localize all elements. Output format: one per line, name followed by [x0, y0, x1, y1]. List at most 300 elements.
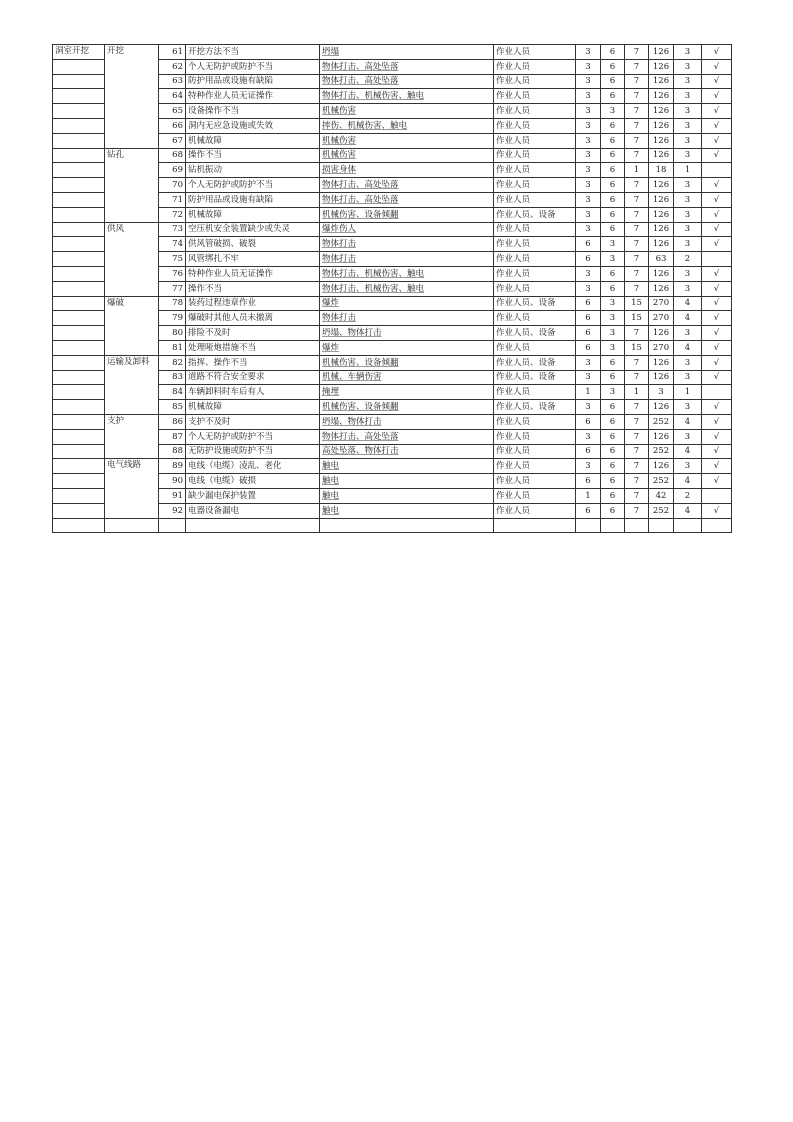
major-hazard-check-cell: √	[702, 281, 732, 296]
d-value-cell: 126	[649, 222, 674, 237]
serial-number-cell: 71	[159, 192, 186, 207]
l-value-cell: 3	[576, 163, 601, 178]
risk-level-cell: 4	[674, 474, 702, 489]
c-value-cell: 7	[625, 488, 649, 503]
c-value-cell: 7	[625, 503, 649, 518]
l-value-cell: 3	[576, 89, 601, 104]
table-row	[53, 222, 732, 237]
risk-level-cell: 3	[674, 178, 702, 193]
c-value-cell: 7	[625, 252, 649, 267]
c-value-cell: 7	[625, 104, 649, 119]
hazard-table	[52, 44, 732, 533]
e-value-cell: 6	[601, 207, 625, 222]
empty-cell	[159, 518, 186, 533]
serial-number-cell: 62	[159, 59, 186, 74]
risk-level-cell: 3	[674, 104, 702, 119]
empty-cell	[576, 518, 601, 533]
hazard-cell: 机械故障	[186, 207, 320, 222]
e-value-cell: 6	[601, 503, 625, 518]
d-value-cell: 270	[649, 296, 674, 311]
e-value-cell: 6	[601, 400, 625, 415]
e-value-cell: 6	[601, 488, 625, 503]
accident-cell: 机械伤害、设备倾翻	[320, 355, 494, 370]
c-value-cell: 7	[625, 133, 649, 148]
major-hazard-check-cell: √	[702, 89, 732, 104]
risk-level-cell: 1	[674, 385, 702, 400]
area-cell	[53, 281, 105, 296]
d-value-cell: 252	[649, 474, 674, 489]
c-value-cell: 7	[625, 118, 649, 133]
hazard-cell: 指挥、操作不当	[186, 355, 320, 370]
d-value-cell: 252	[649, 503, 674, 518]
area-cell	[53, 252, 105, 267]
major-hazard-check-cell: √	[702, 414, 732, 429]
l-value-cell: 6	[576, 474, 601, 489]
hazard-table-body	[53, 45, 732, 533]
target-cell: 作业人员	[494, 133, 576, 148]
d-value-cell: 126	[649, 266, 674, 281]
c-value-cell: 7	[625, 148, 649, 163]
hazard-cell: 电线（电缆）凌乱、老化	[186, 459, 320, 474]
accident-cell: 物体打击	[320, 311, 494, 326]
risk-level-cell: 4	[674, 311, 702, 326]
target-cell: 作业人员	[494, 192, 576, 207]
accident-cell: 触电	[320, 488, 494, 503]
d-value-cell: 126	[649, 207, 674, 222]
area-cell	[53, 207, 105, 222]
d-value-cell: 126	[649, 118, 674, 133]
hazard-cell: 电线（电缆）破损	[186, 474, 320, 489]
activity-cell: 供风	[105, 222, 159, 296]
risk-level-cell: 3	[674, 429, 702, 444]
serial-number-cell: 74	[159, 237, 186, 252]
major-hazard-check-cell: √	[702, 178, 732, 193]
serial-number-cell: 66	[159, 118, 186, 133]
c-value-cell: 7	[625, 266, 649, 281]
table-row	[53, 459, 732, 474]
hazard-cell: 机械故障	[186, 133, 320, 148]
empty-cell	[320, 518, 494, 533]
e-value-cell: 6	[601, 266, 625, 281]
c-value-cell: 7	[625, 459, 649, 474]
hazard-cell: 无防护设施或防护不当	[186, 444, 320, 459]
e-value-cell: 6	[601, 148, 625, 163]
area-cell	[53, 326, 105, 341]
risk-level-cell: 3	[674, 148, 702, 163]
e-value-cell: 3	[601, 252, 625, 267]
serial-number-cell: 64	[159, 89, 186, 104]
c-value-cell: 7	[625, 45, 649, 60]
major-hazard-check-cell: √	[702, 266, 732, 281]
hazard-cell: 防护用品或设施有缺陷	[186, 74, 320, 89]
area-cell	[53, 414, 105, 429]
e-value-cell: 6	[601, 414, 625, 429]
major-hazard-check-cell: √	[702, 503, 732, 518]
area-cell	[53, 104, 105, 119]
target-cell: 作业人员	[494, 266, 576, 281]
risk-level-cell: 3	[674, 326, 702, 341]
accident-cell: 爆炸	[320, 296, 494, 311]
accident-cell: 摔伤、机械伤害、触电	[320, 118, 494, 133]
serial-number-cell: 72	[159, 207, 186, 222]
accident-cell: 物体打击、机械伤害、触电	[320, 266, 494, 281]
accident-cell: 机械、车辆伤害	[320, 370, 494, 385]
accident-cell: 机械伤害、设备倾翻	[320, 400, 494, 415]
empty-cell	[601, 518, 625, 533]
activity-cell: 支护	[105, 414, 159, 458]
area-cell	[53, 237, 105, 252]
target-cell: 作业人员	[494, 222, 576, 237]
serial-number-cell: 81	[159, 340, 186, 355]
c-value-cell: 1	[625, 163, 649, 178]
major-hazard-check-cell: √	[702, 326, 732, 341]
hazard-cell: 爆破时其他人员未撤离	[186, 311, 320, 326]
e-value-cell: 3	[601, 311, 625, 326]
table-row	[53, 414, 732, 429]
target-cell: 作业人员	[494, 474, 576, 489]
accident-cell: 机械伤害	[320, 104, 494, 119]
area-cell	[53, 89, 105, 104]
serial-number-cell: 61	[159, 45, 186, 60]
d-value-cell: 63	[649, 252, 674, 267]
d-value-cell: 126	[649, 355, 674, 370]
d-value-cell: 126	[649, 45, 674, 60]
empty-cell	[494, 518, 576, 533]
major-hazard-check-cell: √	[702, 340, 732, 355]
accident-cell: 触电	[320, 459, 494, 474]
d-value-cell: 126	[649, 192, 674, 207]
risk-level-cell: 4	[674, 340, 702, 355]
major-hazard-check-cell: √	[702, 118, 732, 133]
area-cell	[53, 370, 105, 385]
table-row	[53, 45, 732, 60]
e-value-cell: 6	[601, 281, 625, 296]
major-hazard-check-cell: √	[702, 104, 732, 119]
l-value-cell: 6	[576, 326, 601, 341]
area-cell	[53, 429, 105, 444]
c-value-cell: 7	[625, 281, 649, 296]
l-value-cell: 3	[576, 429, 601, 444]
hazard-cell: 道路不符合安全要求	[186, 370, 320, 385]
e-value-cell: 3	[601, 104, 625, 119]
accident-cell: 坍塌	[320, 45, 494, 60]
major-hazard-check-cell: √	[702, 296, 732, 311]
serial-number-cell: 88	[159, 444, 186, 459]
c-value-cell: 7	[625, 370, 649, 385]
target-cell: 作业人员	[494, 311, 576, 326]
c-value-cell: 7	[625, 326, 649, 341]
area-cell: 洞室开挖	[53, 45, 105, 60]
hazard-cell: 个人无防护或防护不当	[186, 59, 320, 74]
c-value-cell: 15	[625, 311, 649, 326]
c-value-cell: 7	[625, 207, 649, 222]
hazard-cell: 空压机安全装置缺少或失灵	[186, 222, 320, 237]
target-cell: 作业人员	[494, 178, 576, 193]
risk-level-cell: 4	[674, 414, 702, 429]
area-cell	[53, 266, 105, 281]
empty-cell	[649, 518, 674, 533]
serial-number-cell: 84	[159, 385, 186, 400]
l-value-cell: 3	[576, 133, 601, 148]
hazard-cell: 机械故障	[186, 400, 320, 415]
hazard-cell: 个人无防护或防护不当	[186, 429, 320, 444]
hazard-cell: 设备操作不当	[186, 104, 320, 119]
e-value-cell: 3	[601, 385, 625, 400]
d-value-cell: 126	[649, 178, 674, 193]
c-value-cell: 7	[625, 474, 649, 489]
c-value-cell: 7	[625, 222, 649, 237]
target-cell: 作业人员	[494, 252, 576, 267]
d-value-cell: 126	[649, 148, 674, 163]
accident-cell: 物体打击、机械伤害、触电	[320, 281, 494, 296]
l-value-cell: 6	[576, 237, 601, 252]
l-value-cell: 3	[576, 45, 601, 60]
serial-number-cell: 69	[159, 163, 186, 178]
l-value-cell: 3	[576, 281, 601, 296]
area-cell	[53, 59, 105, 74]
d-value-cell: 270	[649, 311, 674, 326]
serial-number-cell: 78	[159, 296, 186, 311]
area-cell	[53, 488, 105, 503]
d-value-cell: 42	[649, 488, 674, 503]
hazard-cell: 洞内无应急设施或失效	[186, 118, 320, 133]
l-value-cell: 3	[576, 355, 601, 370]
e-value-cell: 3	[601, 340, 625, 355]
target-cell: 作业人员	[494, 503, 576, 518]
l-value-cell: 3	[576, 192, 601, 207]
d-value-cell: 126	[649, 326, 674, 341]
serial-number-cell: 79	[159, 311, 186, 326]
target-cell: 作业人员、设备	[494, 355, 576, 370]
l-value-cell: 3	[576, 222, 601, 237]
accident-cell: 坍塌、物体打击	[320, 414, 494, 429]
major-hazard-check-cell: √	[702, 444, 732, 459]
l-value-cell: 3	[576, 178, 601, 193]
target-cell: 作业人员	[494, 340, 576, 355]
risk-level-cell: 3	[674, 237, 702, 252]
risk-level-cell: 4	[674, 503, 702, 518]
c-value-cell: 15	[625, 296, 649, 311]
risk-level-cell: 3	[674, 281, 702, 296]
target-cell: 作业人员	[494, 89, 576, 104]
table-row	[53, 296, 732, 311]
area-cell	[53, 192, 105, 207]
target-cell: 作业人员、设备	[494, 370, 576, 385]
hazard-cell: 供风管破损、破裂	[186, 237, 320, 252]
d-value-cell: 126	[649, 429, 674, 444]
major-hazard-check-cell: √	[702, 311, 732, 326]
hazard-cell: 钻机振动	[186, 163, 320, 178]
area-cell	[53, 222, 105, 237]
risk-level-cell: 3	[674, 59, 702, 74]
e-value-cell: 6	[601, 133, 625, 148]
target-cell: 作业人员	[494, 429, 576, 444]
e-value-cell: 6	[601, 74, 625, 89]
hazard-cell: 处理哑炮措施不当	[186, 340, 320, 355]
d-value-cell: 126	[649, 133, 674, 148]
l-value-cell: 6	[576, 414, 601, 429]
serial-number-cell: 76	[159, 266, 186, 281]
l-value-cell: 6	[576, 296, 601, 311]
l-value-cell: 3	[576, 266, 601, 281]
risk-level-cell: 3	[674, 400, 702, 415]
hazard-cell: 操作不当	[186, 148, 320, 163]
l-value-cell: 3	[576, 400, 601, 415]
empty-cell	[625, 518, 649, 533]
l-value-cell: 3	[576, 104, 601, 119]
major-hazard-check-cell: √	[702, 74, 732, 89]
major-hazard-check-cell: √	[702, 459, 732, 474]
risk-level-cell: 4	[674, 444, 702, 459]
activity-cell: 钻孔	[105, 148, 159, 222]
accident-cell: 高处坠落、物体打击	[320, 444, 494, 459]
major-hazard-check-cell: √	[702, 192, 732, 207]
major-hazard-check-cell: √	[702, 429, 732, 444]
l-value-cell: 3	[576, 370, 601, 385]
d-value-cell: 18	[649, 163, 674, 178]
major-hazard-check-cell: √	[702, 133, 732, 148]
e-value-cell: 3	[601, 296, 625, 311]
area-cell	[53, 444, 105, 459]
target-cell: 作业人员	[494, 459, 576, 474]
area-cell	[53, 311, 105, 326]
hazard-cell: 开挖方法不当	[186, 45, 320, 60]
e-value-cell: 6	[601, 178, 625, 193]
hazard-cell: 个人无防护或防护不当	[186, 178, 320, 193]
accident-cell: 机械伤害	[320, 133, 494, 148]
e-value-cell: 6	[601, 459, 625, 474]
c-value-cell: 7	[625, 192, 649, 207]
target-cell: 作业人员	[494, 148, 576, 163]
c-value-cell: 7	[625, 429, 649, 444]
area-cell	[53, 118, 105, 133]
e-value-cell: 6	[601, 429, 625, 444]
c-value-cell: 7	[625, 400, 649, 415]
d-value-cell: 126	[649, 281, 674, 296]
hazard-cell: 支护不及时	[186, 414, 320, 429]
d-value-cell: 252	[649, 414, 674, 429]
major-hazard-check-cell	[702, 252, 732, 267]
serial-number-cell: 67	[159, 133, 186, 148]
area-cell	[53, 148, 105, 163]
serial-number-cell: 86	[159, 414, 186, 429]
accident-cell: 物体打击	[320, 237, 494, 252]
l-value-cell: 1	[576, 488, 601, 503]
serial-number-cell: 68	[159, 148, 186, 163]
target-cell: 作业人员	[494, 59, 576, 74]
accident-cell: 机械伤害、设备倾翻	[320, 207, 494, 222]
d-value-cell: 126	[649, 459, 674, 474]
e-value-cell: 6	[601, 118, 625, 133]
serial-number-cell: 70	[159, 178, 186, 193]
area-cell	[53, 133, 105, 148]
empty-cell	[674, 518, 702, 533]
accident-cell: 爆炸	[320, 340, 494, 355]
l-value-cell: 6	[576, 444, 601, 459]
major-hazard-check-cell: √	[702, 474, 732, 489]
area-cell	[53, 296, 105, 311]
c-value-cell: 7	[625, 444, 649, 459]
e-value-cell: 6	[601, 222, 625, 237]
risk-level-cell: 1	[674, 163, 702, 178]
target-cell: 作业人员、设备	[494, 207, 576, 222]
major-hazard-check-cell: √	[702, 59, 732, 74]
major-hazard-check-cell	[702, 163, 732, 178]
area-cell	[53, 340, 105, 355]
table-row	[53, 148, 732, 163]
hazard-cell: 操作不当	[186, 281, 320, 296]
major-hazard-check-cell: √	[702, 148, 732, 163]
empty-row	[53, 518, 732, 533]
c-value-cell: 7	[625, 89, 649, 104]
e-value-cell: 6	[601, 474, 625, 489]
target-cell: 作业人员	[494, 163, 576, 178]
l-value-cell: 3	[576, 118, 601, 133]
e-value-cell: 6	[601, 59, 625, 74]
d-value-cell: 3	[649, 385, 674, 400]
accident-cell: 损害身体	[320, 163, 494, 178]
empty-cell	[105, 518, 159, 533]
area-cell	[53, 163, 105, 178]
e-value-cell: 3	[601, 326, 625, 341]
d-value-cell: 126	[649, 59, 674, 74]
c-value-cell: 1	[625, 385, 649, 400]
serial-number-cell: 87	[159, 429, 186, 444]
activity-cell: 爆破	[105, 296, 159, 355]
c-value-cell: 7	[625, 178, 649, 193]
risk-level-cell: 3	[674, 222, 702, 237]
l-value-cell: 6	[576, 252, 601, 267]
serial-number-cell: 65	[159, 104, 186, 119]
serial-number-cell: 77	[159, 281, 186, 296]
activity-cell: 电气线路	[105, 459, 159, 518]
target-cell: 作业人员	[494, 104, 576, 119]
major-hazard-check-cell: √	[702, 400, 732, 415]
major-hazard-check-cell: √	[702, 370, 732, 385]
c-value-cell: 7	[625, 414, 649, 429]
risk-level-cell: 3	[674, 74, 702, 89]
target-cell: 作业人员	[494, 488, 576, 503]
e-value-cell: 6	[601, 444, 625, 459]
l-value-cell: 1	[576, 385, 601, 400]
target-cell: 作业人员	[494, 118, 576, 133]
activity-cell: 开挖	[105, 45, 159, 149]
risk-level-cell: 3	[674, 266, 702, 281]
risk-level-cell: 3	[674, 89, 702, 104]
risk-level-cell: 3	[674, 370, 702, 385]
risk-level-cell: 3	[674, 207, 702, 222]
area-cell	[53, 474, 105, 489]
e-value-cell: 6	[601, 192, 625, 207]
area-cell	[53, 400, 105, 415]
risk-level-cell: 2	[674, 252, 702, 267]
accident-cell: 掩埋	[320, 385, 494, 400]
risk-level-cell: 3	[674, 133, 702, 148]
accident-cell: 触电	[320, 503, 494, 518]
serial-number-cell: 92	[159, 503, 186, 518]
accident-cell: 物体打击	[320, 252, 494, 267]
area-cell	[53, 355, 105, 370]
l-value-cell: 3	[576, 148, 601, 163]
hazard-cell: 装药过程违章作业	[186, 296, 320, 311]
major-hazard-check-cell: √	[702, 207, 732, 222]
accident-cell: 物体打击、高处坠落	[320, 429, 494, 444]
serial-number-cell: 80	[159, 326, 186, 341]
e-value-cell: 3	[601, 237, 625, 252]
c-value-cell: 7	[625, 355, 649, 370]
area-cell	[53, 74, 105, 89]
major-hazard-check-cell	[702, 488, 732, 503]
